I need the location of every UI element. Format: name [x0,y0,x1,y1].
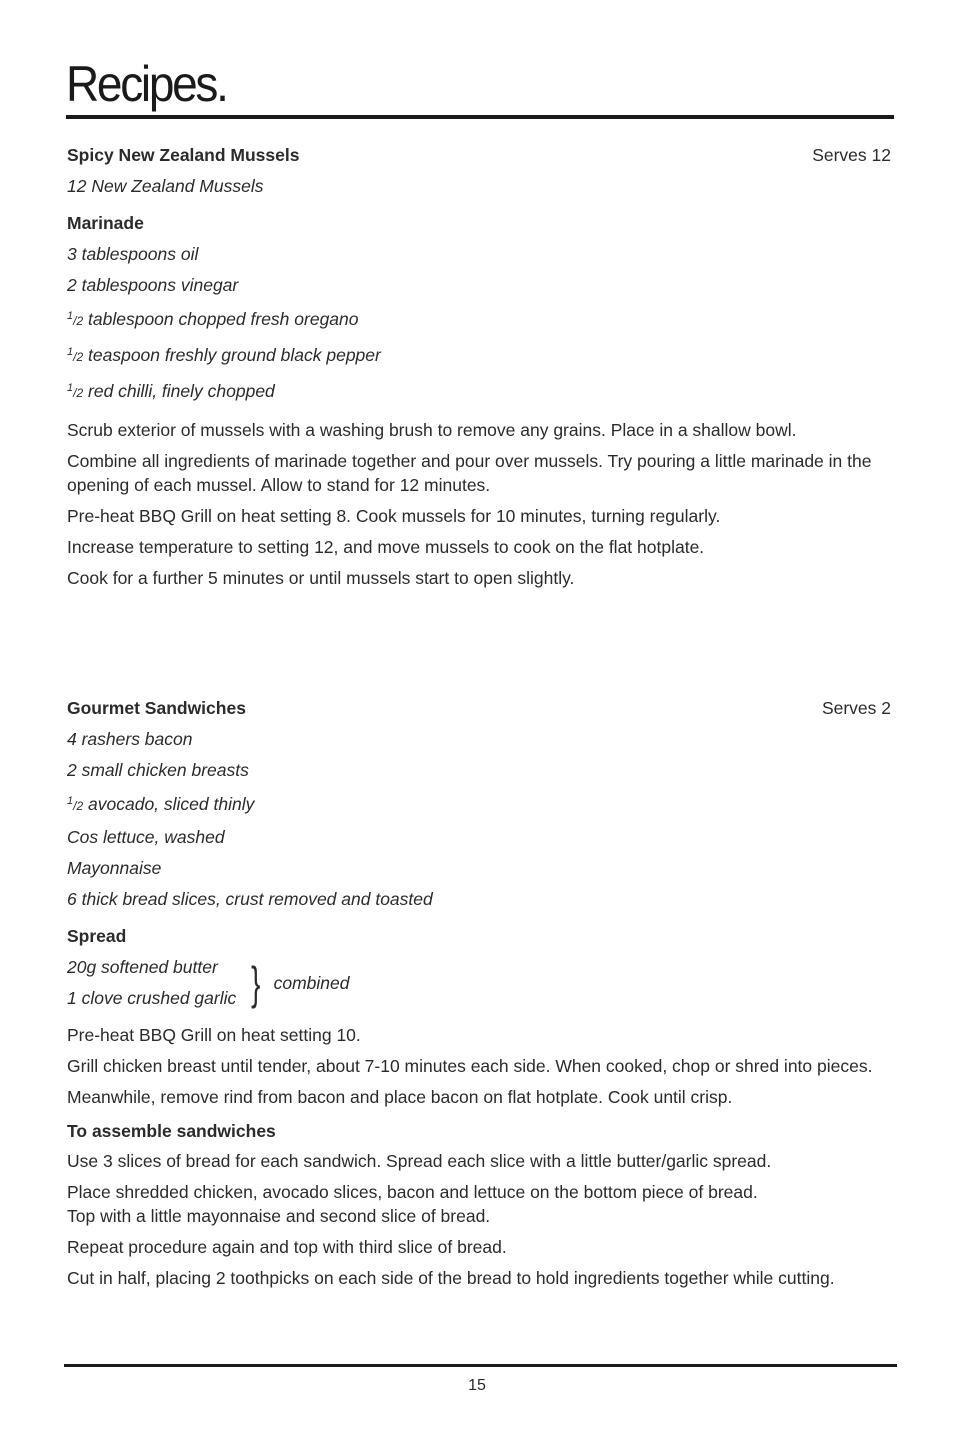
ingredient-text: avocado, sliced thinly [88,794,255,814]
spread-ingredients [67,952,236,1014]
fraction-numerator: 1 [67,795,74,807]
section-heading-spread: Spread [67,926,127,946]
page-title: Recipes. [66,56,227,112]
ingredient-line: 6 thick bread slices, crust removed and toasted [67,889,433,909]
ingredient-line: Cos lettuce, washed [67,827,225,847]
title-divider [66,115,894,119]
section-heading-assemble: To assemble sandwiches [67,1121,276,1141]
method-step: Grill chicken breast until tender, about 7-10 minutes each side. When cooked, chop or shred into pieces. [67,1056,873,1076]
method-step: Cook for a further 5 minutes or until mussels start to open slightly. [67,568,575,588]
fraction-denominator: /2 [73,350,84,364]
ingredient-line: 20g softened butter [67,957,218,977]
method-step: Top with a little mayonnaise and second slice of bread. [67,1206,491,1226]
method-step: Repeat procedure again and top with third slice of bread. [67,1237,507,1257]
page-number: 15 [468,1377,486,1394]
ingredient-text: red chilli, finely chopped [88,381,275,401]
spread-group [67,952,891,1014]
fraction-numerator: 1 [67,310,74,322]
recipe-title: Spicy New Zealand Mussels [67,145,300,165]
ingredient-line [67,373,891,409]
brace-icon: } [251,957,261,1009]
method-step: Pre-heat BBQ Grill on heat setting 8. Cook mussels for 10 minutes, turning regularly. [67,506,721,526]
fraction-numerator: 1 [67,346,74,358]
ingredient-line [67,786,891,822]
method-step: Place shredded chicken, avocado slices, bacon and lettuce on the bottom piece of bread. [67,1182,758,1202]
method-step: Increase temperature to setting 12, and move mussels to cook on the flat hotplate. [67,537,705,557]
ingredient-line [67,337,891,373]
fraction-denominator: /2 [73,314,84,328]
fraction-numerator: 1 [67,382,74,394]
ingredient-line: 2 small chicken breasts [67,760,249,780]
method-step: Use 3 slices of bread for each sandwich. Spread each slice with a little butter/garlic spread. [67,1151,772,1171]
method-step: Scrub exterior of mussels with a washing brush to remove any grains. Place in a shallow bowl. [67,420,797,440]
ingredient-line: 12 New Zealand Mussels [67,176,264,196]
method-step: Pre-heat BBQ Grill on heat setting 10. [67,1025,361,1045]
section-heading-marinade: Marinade [67,213,144,233]
method-step: Combine all ingredients of marinade together and pour over mussels. Try pouring a little marinade in the opening of each mussel. Allow to stand for 12 minutes. [67,451,872,495]
ingredient-line [67,301,891,337]
ingredient-text: teaspoon freshly ground black pepper [88,345,381,365]
recipe-title: Gourmet Sandwiches [67,698,246,718]
serves-label: Serves 2 [821,698,891,718]
fraction-denominator: /2 [73,799,84,813]
ingredient-line: Mayonnaise [67,858,162,878]
ingredient-line: 3 tablespoons oil [67,244,199,264]
ingredient-line: 1 clove crushed garlic [67,988,237,1008]
recipes-content [67,140,891,1297]
combined-note: combined [273,972,350,993]
ingredient-text: tablespoon chopped fresh oregano [88,309,359,329]
ingredient-line: 4 rashers bacon [67,729,193,749]
method-step: Meanwhile, remove rind from bacon and place bacon on flat hotplate. Cook until crisp. [67,1087,733,1107]
recipe-header-sandwiches [67,693,891,724]
recipe-separator [67,597,891,693]
serves-label: Serves 12 [812,145,891,165]
method-step: Cut in half, placing 2 toothpicks on each side of the bread to hold ingredients together while cutting. [67,1268,835,1288]
footer-divider [64,1364,897,1367]
recipe-header-mussels [67,140,891,171]
ingredient-line: 2 tablespoons vinegar [67,275,239,295]
fraction-denominator: /2 [73,386,84,400]
